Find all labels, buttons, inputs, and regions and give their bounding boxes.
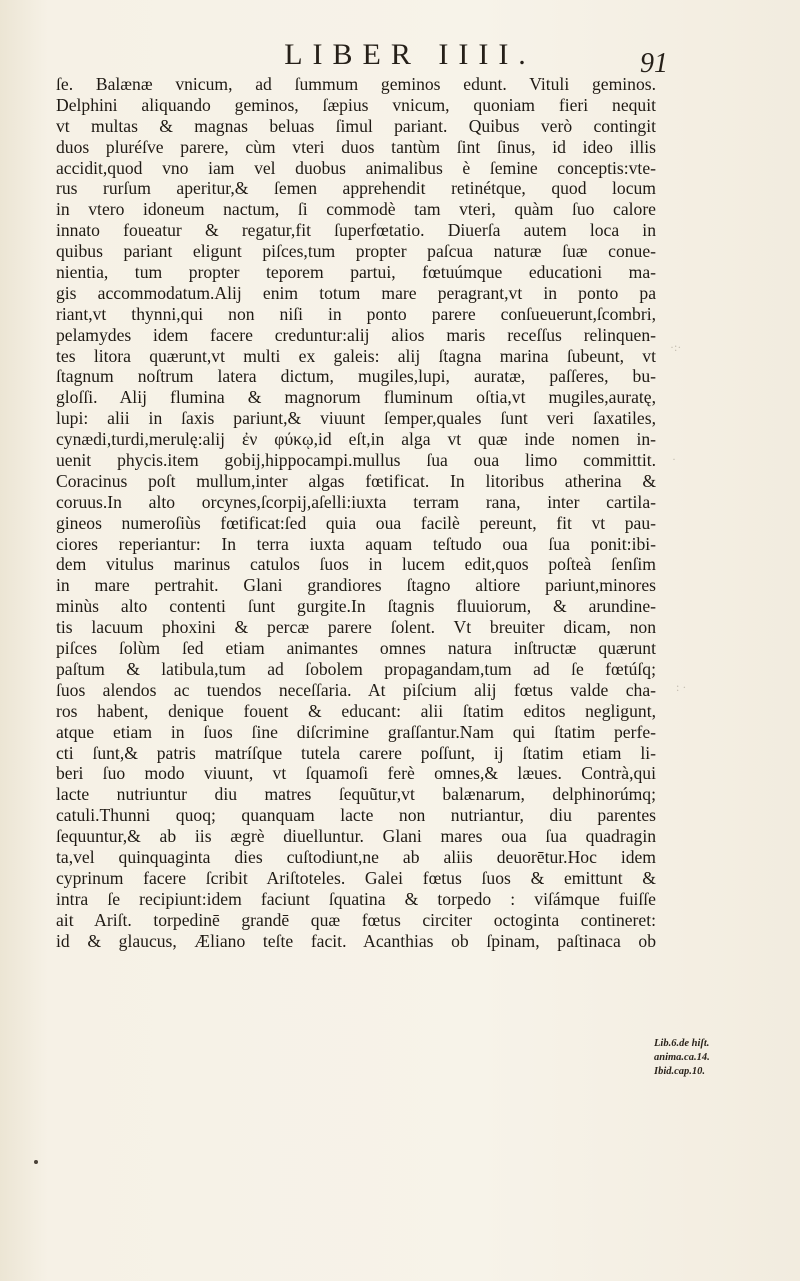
ink-speck bbox=[34, 1160, 38, 1164]
text-line: lacte nutriuntur diu matres ſequũtur,vt balænarum, delphinorúmq; bbox=[56, 784, 656, 805]
text-line: tis lacuum phoxini & percæ parere ſolent. Vt breuiter dicam, non bbox=[56, 617, 656, 638]
text-line: in mare pertrahit. Glani grandiores ſtagno altiore pariunt,minores bbox=[56, 575, 656, 596]
bleed-through-mark: ·:· bbox=[670, 340, 682, 354]
text-line: uenit phycis.item gobij,hippocampi.mullus ſua oua limo committit. bbox=[56, 450, 656, 471]
text-line: cyprinum facere ſcribit Ariſtoteles. Galei fœtus ſuos & emittunt & bbox=[56, 867, 656, 888]
text-line: quibus pariant eligunt piſces,tum propter paſcua naturæ ſuæ conue- bbox=[56, 241, 656, 262]
text-line: innato foueatur & regatur,fit ſuperfœtatio. Diuerſa autem loca in bbox=[56, 220, 656, 241]
text-line: ait Ariſt. torpedinē grandē quæ fœtus circiter octoginta contineret: bbox=[56, 909, 656, 930]
text-line: Delphini aliquando geminos, ſæpius vnicum, quoniam fieri nequit bbox=[56, 94, 656, 115]
text-line: riant,vt thynni,qui non niſi in ponto parere conſueuerunt,ſcombri, bbox=[56, 303, 656, 324]
running-title: LIBER IIII. bbox=[284, 38, 536, 71]
text-line: ſequuntur,& ab iis ægrè diuelluntur. Glani mares oua ſua quadragin bbox=[56, 826, 656, 847]
folio-number: 91 bbox=[640, 48, 668, 79]
margin-note-line: Ibid.cap.10. bbox=[654, 1066, 706, 1077]
bleed-through-mark: · bbox=[672, 452, 676, 466]
text-line: gineos numeroſiùs fœtificat:ſed quia oua facilè pereunt, fit vt pau- bbox=[56, 512, 656, 533]
text-line: tes litora quærunt,vt multi ex galeis: alij ſtagna marina ſubeunt, vt bbox=[56, 345, 656, 366]
text-line: catuli.Thunni quoq; quanquam lacte non nutriantur, diu parentes bbox=[56, 805, 656, 826]
text-line: ros habent, denique fouent & educant: alii ſtatim editos negligunt, bbox=[56, 700, 656, 721]
text-line: ta,vel quinquaginta dies cuſtodiunt,ne ab aliis deuorētur.Hoc idem bbox=[56, 846, 656, 867]
text-line: rus rurſum aperitur,& ſemen apprehendit retinétque, quod locum bbox=[56, 178, 656, 199]
text-line: pelamydes idem facere creduntur:alij alios maris receſſus relinquen- bbox=[56, 324, 656, 345]
text-line: vt multas & magnas beluas ſimul pariant. Quibus verò contingit bbox=[56, 115, 656, 136]
marginal-citation bbox=[654, 1037, 744, 1079]
text-line: paſtum & latibula,tum ad ſobolem propagandam,tum ad ſe fœtúſq; bbox=[56, 658, 656, 679]
text-line: ſuos alendos ac tuendos neceſſaria. At piſcium alij fœtus valde cha- bbox=[56, 679, 656, 700]
text-line: id & glaucus, Æliano teſte facit. Acanthias ob ſpinam, paſtinaca ob bbox=[56, 930, 656, 951]
text-line: Coracinus poſt mullum,inter algas fœtificat. In litoribus atherina & bbox=[56, 470, 656, 491]
text-line: beri ſuo modo viuunt, vt ſquamoſi ferè omnes,& læues. Contrà,qui bbox=[56, 763, 656, 784]
margin-note-line: Lib.6.de hiſt. bbox=[654, 1038, 710, 1049]
text-line: cynædi,turdi,merulę:alij ἐν φύκῳ,id eſt,in alga vt quæ inde nomen in- bbox=[56, 429, 656, 450]
text-line: nientia, tum propter teporem partui, fœtuúmque educationi ma- bbox=[56, 262, 656, 283]
text-line: minùs alto contenti ſunt gurgite.In ſtagnis fluuiorum, & arundine- bbox=[56, 596, 656, 617]
text-line: accidit,quod vno iam vel duobus animalibus è ſemine conceptis:vte- bbox=[56, 157, 656, 178]
text-line: cti ſunt,& patris matríſque tutela carere poſſunt, ij ſtatim etiam li- bbox=[56, 742, 656, 763]
text-line: dem vitulus marinus catulos ſuos in lucem edit,quos poſteà ſenſim bbox=[56, 554, 656, 575]
margin-note-line: anima.ca.14. bbox=[654, 1052, 710, 1063]
text-line: gloſſi. Alij flumina & magnorum fluminum oſtia,vt mugiles,auratę, bbox=[56, 387, 656, 408]
running-head bbox=[0, 38, 800, 72]
text-line: in vtero idoneum nactum, ſi commodè tam vteri, quàm ſuo calore bbox=[56, 199, 656, 220]
bleed-through-mark: : · bbox=[676, 680, 687, 694]
text-line: atque etiam in ſuos ſine diſcrimine graſſantur.Nam qui ſtatim perfe- bbox=[56, 721, 656, 742]
text-line: duos pluréſve parere, cùm vteri duos tantùm ſint ſinus, id ideo illis bbox=[56, 136, 656, 157]
text-line: lupi: alii in ſaxis pariunt,& viuunt ſemper,quales ſunt veri ſaxatiles, bbox=[56, 408, 656, 429]
text-line: piſces ſolùm ſed etiam animantes omnes natura inſtructæ quærunt bbox=[56, 638, 656, 659]
text-line: intra ſe recipiunt:idem faciunt ſquatina & torpedo : viſámque fuiſſe bbox=[56, 888, 656, 909]
text-line: ſe. Balænæ vnicum, ad ſummum geminos edunt. Vituli geminos. bbox=[56, 74, 656, 94]
text-line: coruus.In alto orcynes,ſcorpij,aſelli:iuxta terram rana, inter cartila- bbox=[56, 491, 656, 512]
text-line: gis accommodatum.Alij enim totum mare peragrant,vt in ponto pa bbox=[56, 282, 656, 303]
main-text-block bbox=[56, 74, 656, 951]
text-line: ſtagnum noſtrum latera dictum, mugiles,lupi, auratæ, paſſeres, bu- bbox=[56, 366, 656, 387]
text-line: ciores reperiantur: In terra iuxta aquam teſtudo oua ſua ponit:ibi- bbox=[56, 533, 656, 554]
